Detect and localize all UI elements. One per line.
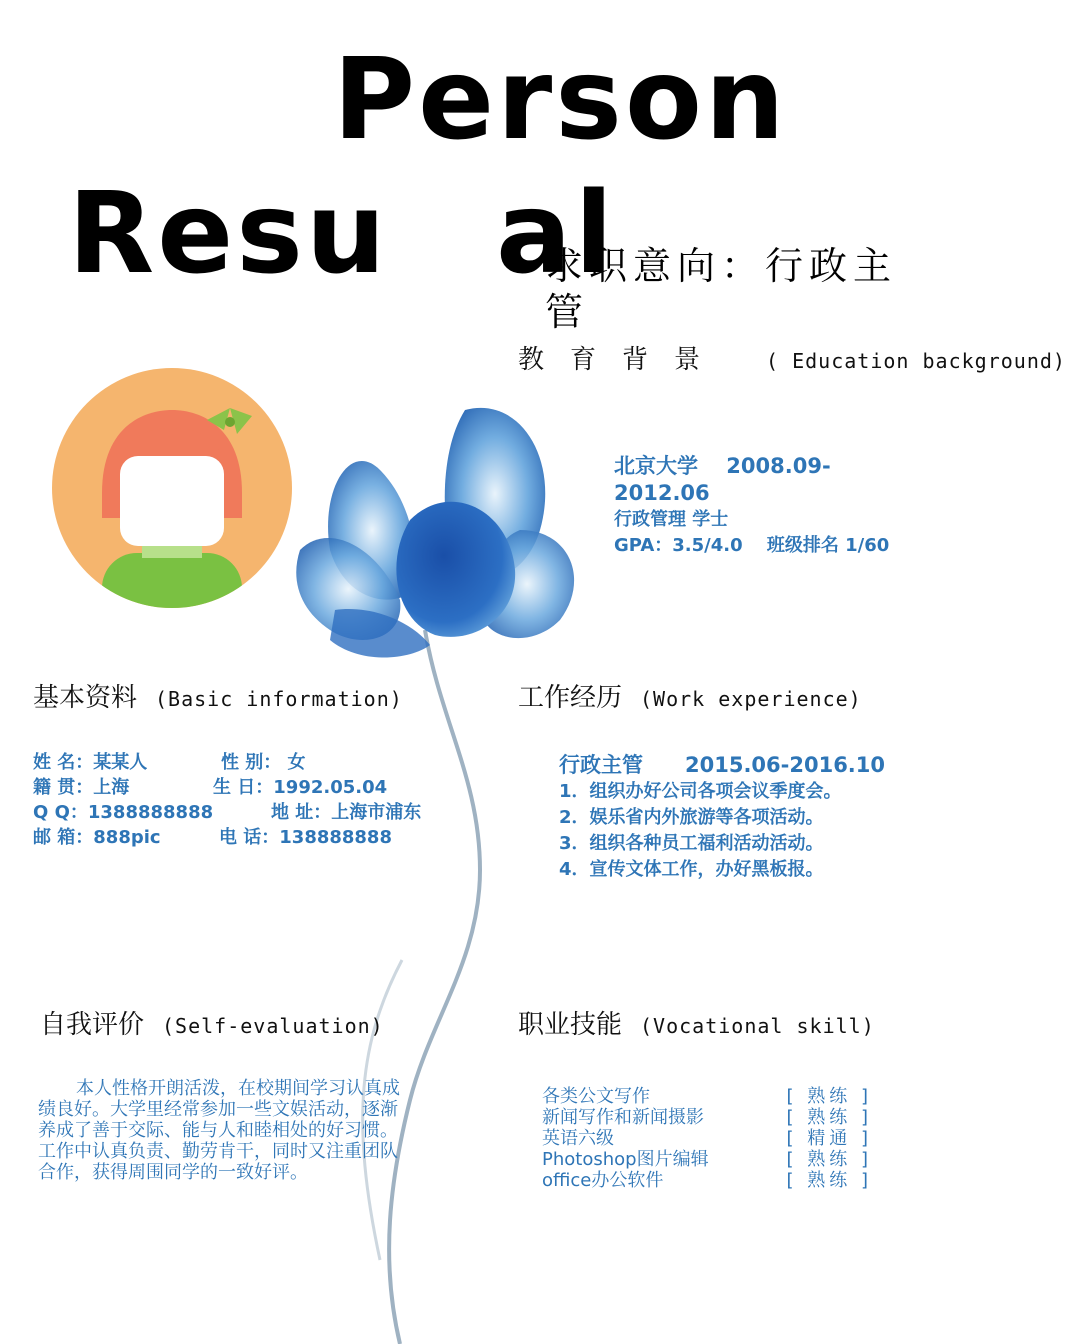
work-heading-en: (Work experience)	[640, 687, 862, 711]
basic-birthday: 生 日：1992.05.04	[213, 777, 388, 798]
skills-list	[542, 1086, 872, 1191]
basic-gender: 性 别： 女	[221, 752, 306, 773]
skill-row	[542, 1086, 872, 1107]
education-heading-en: ( Education background)	[766, 349, 1066, 373]
basic-phone: 电 话：138888888	[219, 827, 392, 848]
skills-heading-en: (Vocational skill)	[640, 1014, 875, 1038]
skills-heading	[518, 1004, 875, 1041]
skill-name: 英语六级	[542, 1128, 614, 1149]
skill-level: [ 熟练 ]	[786, 1107, 872, 1128]
basic-email: 邮 箱：888pic	[33, 827, 161, 848]
skill-level: [ 熟练 ]	[786, 1149, 872, 1170]
education-heading-cn: 教育背景	[518, 345, 727, 375]
work-item: 4．宣传文体工作，办好黑板报。	[559, 859, 824, 880]
skill-row	[542, 1149, 872, 1170]
basic-address: 地 址：上海市浦东	[271, 802, 422, 823]
education-heading	[518, 344, 1066, 396]
basic-name: 姓 名：某某人	[33, 752, 148, 773]
skill-name: 新闻写作和新闻摄影	[542, 1107, 704, 1128]
work-block	[559, 752, 899, 883]
skills-heading-cn: 职业技能	[518, 1010, 623, 1040]
basic-qq: Q Q：1388888888	[33, 802, 214, 823]
work-item: 2．娱乐省内外旅游等各项活动。	[559, 807, 824, 828]
work-title-date: 行政主管 2015.06-2016.10	[559, 753, 886, 777]
education-block	[614, 453, 914, 559]
skill-row	[542, 1107, 872, 1128]
skill-name: Photoshop图片编辑	[542, 1149, 709, 1170]
work-item: 3．组织各种员工福利活动活动。	[559, 833, 824, 854]
basic-info-row	[33, 750, 421, 775]
education-school-date: 北京大学 2008.09-2012.06	[614, 454, 831, 505]
job-objective: 求职意向：行政主管	[545, 244, 898, 334]
self-eval-heading-en: (Self-evaluation)	[162, 1014, 384, 1038]
basic-info-row	[33, 825, 421, 850]
self-eval-heading	[40, 1004, 384, 1041]
skill-row	[542, 1170, 872, 1191]
basic-info-heading-en: (Basic information)	[155, 687, 403, 711]
basic-info-row	[33, 800, 421, 825]
self-eval-text: 本人性格开朗活泼，在校期间学习认真成绩良好。大学里经常参加一些文娱活动，逐渐养成了善于交际、能与人和睦相处的好习惯。工作中认真负责、勤劳肯干，同时又注重团队合作，获得周围同学的一致好评。	[38, 1078, 400, 1183]
avatar-illustration	[52, 368, 292, 608]
basic-info-heading	[33, 677, 403, 714]
basic-info-block	[33, 750, 421, 850]
work-item: 1．组织办好公司各项会议季度会。	[559, 781, 842, 802]
title-al: al	[496, 169, 616, 299]
skill-level: [ 熟练 ]	[786, 1170, 872, 1191]
self-eval-heading-cn: 自我评价	[40, 1010, 145, 1040]
skill-level: [ 熟练 ]	[786, 1086, 872, 1107]
title-resu: Resu	[68, 169, 389, 299]
basic-info-heading-cn: 基本资料	[33, 683, 138, 713]
work-heading	[518, 677, 862, 714]
basic-info-row	[33, 775, 421, 800]
education-major: 行政管理 学士	[614, 509, 729, 530]
skill-level: [ 精通 ]	[786, 1128, 872, 1149]
basic-hometown: 籍 贯：上海	[33, 777, 130, 798]
skill-name: office办公软件	[542, 1170, 664, 1191]
work-heading-cn: 工作经历	[518, 683, 623, 713]
skill-name: 各类公文写作	[542, 1086, 650, 1107]
skill-row	[542, 1128, 872, 1149]
title-person: Person	[333, 35, 788, 165]
education-gpa: GPA：3.5/4.0 班级排名 1/60	[614, 535, 890, 556]
